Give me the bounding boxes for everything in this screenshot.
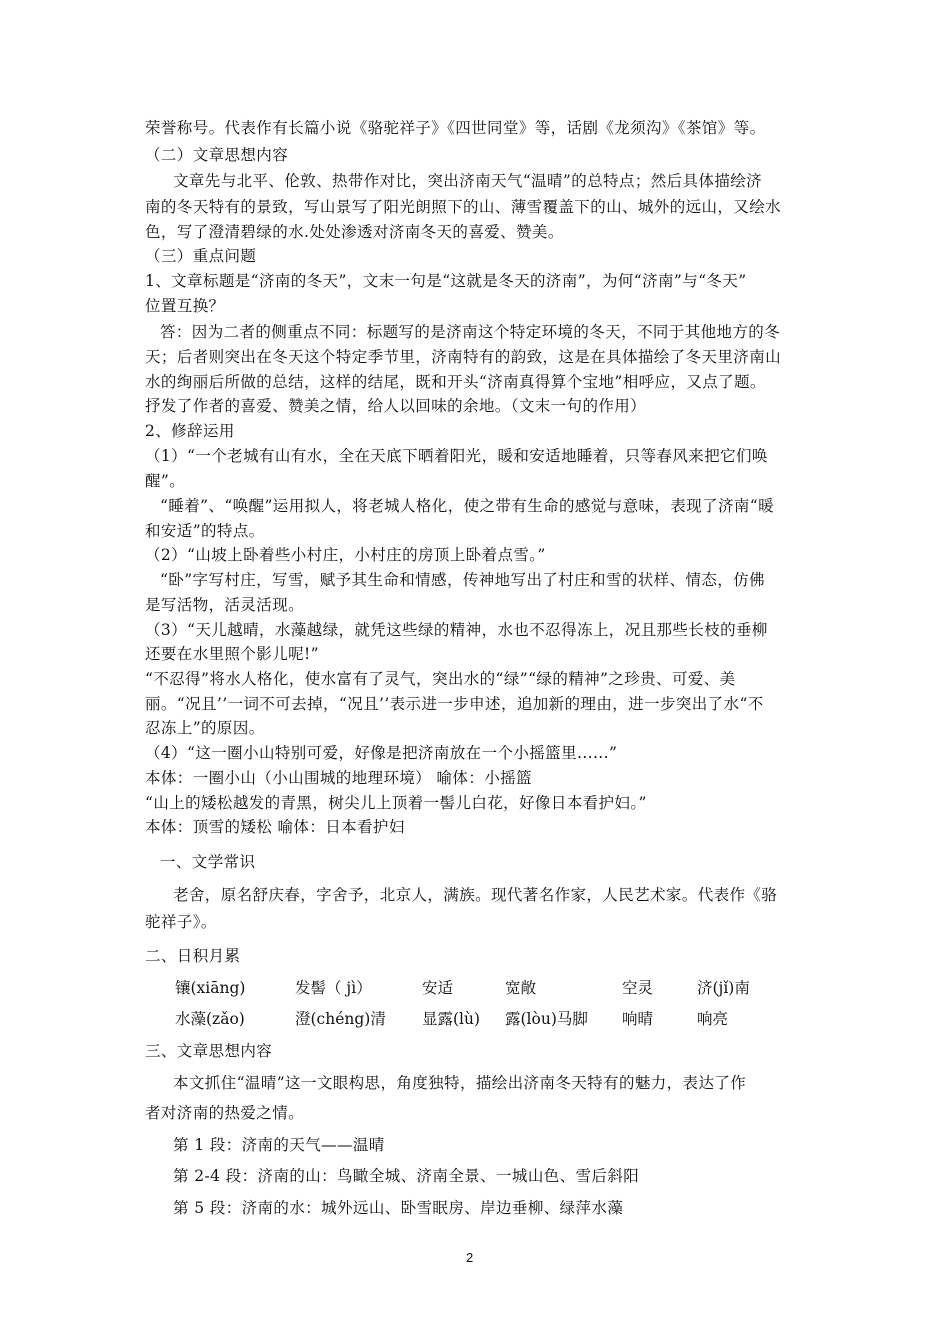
- answer-line: 天；后者则突出在冬天这个特定季节里，济南特有的韵致，这是在具体描绘了冬天里济南山: [145, 348, 782, 366]
- text-line: 忍冻上”的原因。: [145, 719, 265, 737]
- answer-line: 抒发了作者的喜爱、赞美之情，给人以回味的余地。（文末一句的作用）: [145, 397, 647, 415]
- question-line: 位置互换？: [145, 297, 225, 315]
- quote-line: （3）“天儿越晴，水藻越绿，就凭这些绿的精神，水也不忍得冻上，况且那些长枝的垂柳: [145, 621, 768, 639]
- quote-line: 醒”。: [145, 472, 186, 490]
- vocab-word: 发髻（ jì）: [295, 979, 372, 997]
- answer-line: 水的绚丽后所做的总结，这样的结尾，既和开头“济南真得算个宝地”相呼应，又点了题。: [145, 373, 766, 391]
- vocab-word: 安适: [422, 979, 454, 997]
- text-line: 和安适”的特点。: [145, 522, 265, 540]
- vocab-word: 澄(chéng)清: [295, 1010, 386, 1028]
- text-line: 本文抓住“温晴”这一文眼构思，角度独特，描绘出济南冬天特有的魅力，表达了作: [173, 1074, 747, 1092]
- text-line: 本体：一圈小山（小山围城的地理环境） 喻体：小摇篮: [145, 769, 532, 787]
- vocab-word: 宽敞: [505, 979, 537, 997]
- section-heading: 2、修辞运用: [145, 422, 235, 440]
- answer-line: 答：因为二者的侧重点不同：标题写的是济南这个特定环境的冬天，不同于其他地方的冬: [160, 323, 781, 341]
- text-line: “睡着”、“唤醒”运用拟人，将老城人格化，使之带有生命的感觉与意味，表现了济南“暖: [160, 497, 775, 515]
- section-heading: 三、文章思想内容: [145, 1042, 273, 1060]
- section-heading: （三）重点问题: [145, 247, 257, 265]
- quote-line: （1）“一个老城有山有水，全在天底下晒着阳光，暖和安适地睡着，只等春风来把它们唤: [145, 447, 768, 465]
- quote-line: （2）“山坡上卧着些小村庄，小村庄的房顶上卧着点雪。”: [145, 546, 546, 564]
- text-line: 驼祥子》。: [145, 913, 217, 931]
- text-line: 荣誉称号。代表作有长篇小说《骆驼祥子》《四世同堂》等，话剧《龙须沟》《茶馆》等。: [145, 119, 766, 137]
- text-line: 本体：顶雪的矮松 喻体：日本看护妇: [145, 818, 405, 836]
- vocab-word: 镶(xiāng): [175, 979, 246, 997]
- outline-item: 第 1 段：济南的天气——温晴: [173, 1136, 385, 1154]
- vocab-word: 显露(lù): [422, 1010, 481, 1028]
- outline-item: 第 5 段：济南的水：城外远山、卧雪眠房、岸边垂柳、绿萍水藻: [173, 1199, 624, 1217]
- text-line: 文章先与北平、伦敦、热带作对比，突出济南天气“温晴”的总特点；然后具体描绘济: [173, 172, 763, 190]
- page-number: 2: [466, 1250, 474, 1265]
- question-line: 1、文章标题是“济南的冬天”，文末一句是“这就是冬天的济南”，为何“济南”与“冬天”: [145, 272, 747, 290]
- vocab-word: 济(jǐ)南: [697, 979, 750, 997]
- quote-line: 还要在水里照个影儿呢!”: [145, 645, 319, 663]
- text-line: 色，写了澄清碧绿的水.处处渗透对济南冬天的喜爱、赞美。: [145, 223, 564, 241]
- vocab-word: 响晴: [622, 1010, 654, 1028]
- text-line: 者对济南的热爱之情。: [145, 1104, 305, 1122]
- section-heading: 一、文学常识: [160, 853, 256, 871]
- text-line: “卧”字写村庄，写雪，赋予其生命和情感，传神地写出了村庄和雪的状样、情态，仿佛: [160, 571, 765, 589]
- section-heading: （二）文章思想内容: [145, 146, 289, 164]
- text-line: 南的冬天特有的景致，写山景写了阳光朗照下的山、薄雪覆盖下的山、城外的远山，又绘水: [145, 198, 782, 216]
- text-line: “不忍得”将水人格化，使水富有了灵气，突出水的“绿”“绿的精神”之珍贵、可爱、美: [145, 670, 736, 688]
- quote-line: （4）“这一圈小山特别可爱，好像是把济南放在一个小摇篮里......”: [145, 744, 618, 762]
- outline-item: 第 2-4 段：济南的山：鸟瞰全城、济南全景、一城山色、雪后斜阳: [173, 1167, 640, 1185]
- vocab-word: 露(lòu)马脚: [505, 1010, 588, 1028]
- vocab-word: 响亮: [697, 1010, 729, 1028]
- text-line: 老舍，原名舒庆春，字舍予，北京人，满族。现代著名作家，人民艺术家。代表作《骆: [173, 886, 778, 904]
- section-heading: 二、日积月累: [145, 947, 241, 965]
- quote-line: “山上的矮松越发的青黑，树尖儿上顶着一髻儿白花，好像日本看护妇。”: [145, 794, 647, 812]
- text-line: 丽。“况且’’一词不可去掉，“况且’’表示进一步申述，追加新的理由，进一步突出了水“不: [145, 695, 764, 713]
- vocab-word: 空灵: [622, 979, 654, 997]
- vocab-word: 水藻(zǎo): [175, 1010, 245, 1028]
- text-line: 是写活物，活灵活现。: [145, 596, 305, 614]
